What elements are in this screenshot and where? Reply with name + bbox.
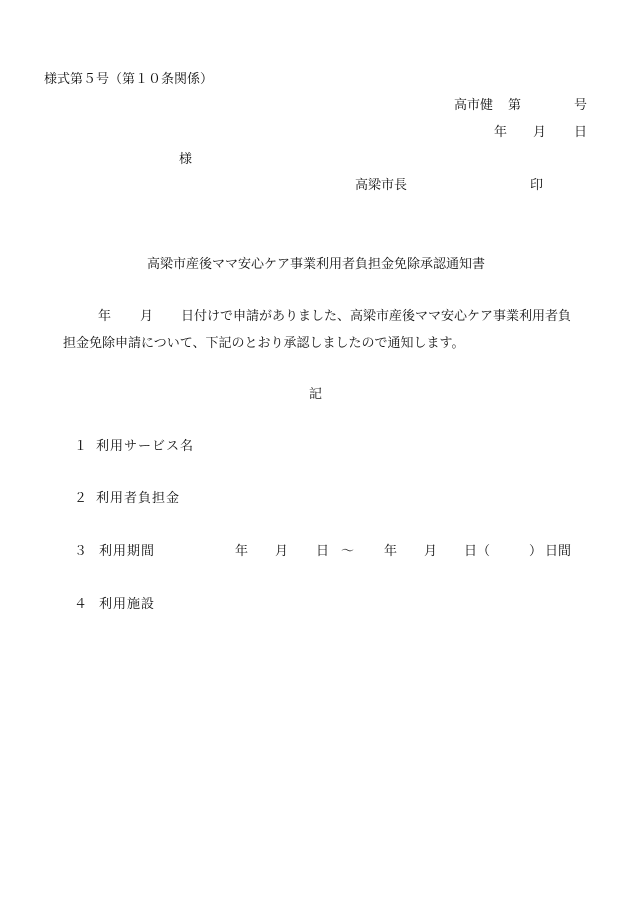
period-tilde: ～ bbox=[341, 544, 355, 559]
period-start-year: 年 bbox=[235, 544, 249, 559]
item-3-number: ３ bbox=[74, 544, 88, 559]
period-days: 日間 bbox=[545, 544, 572, 559]
body-line1: 日付けで申請がありました、高梁市産後ママ安心ケア事業利用者負 bbox=[181, 309, 572, 324]
addressee-sama: 様 bbox=[179, 152, 193, 167]
item-1-label: 利用サービス名 bbox=[96, 439, 195, 454]
body-line2: 担金免除申請について、下記のとおり承認しましたので通知します。 bbox=[63, 336, 465, 351]
date-month: 月 bbox=[533, 125, 547, 140]
date-year: 年 bbox=[494, 125, 508, 140]
doc-go: 号 bbox=[574, 98, 588, 113]
seal-mark: 印 bbox=[530, 178, 544, 193]
body-year: 年 bbox=[98, 309, 112, 324]
ki-heading: 記 bbox=[309, 387, 323, 402]
item-1-number: １ bbox=[74, 439, 88, 454]
item-4-number: ４ bbox=[74, 597, 88, 612]
period-start-day: 日 bbox=[316, 544, 330, 559]
period-paren-close: ） bbox=[529, 544, 543, 559]
period-end-month: 月 bbox=[424, 544, 438, 559]
doc-prefix: 高市健 bbox=[454, 98, 494, 113]
item-2-number: ２ bbox=[74, 491, 88, 506]
item-3-label: 利用期間 bbox=[99, 544, 156, 559]
item-2-label: 利用者負担金 bbox=[96, 491, 181, 506]
period-start-month: 月 bbox=[275, 544, 289, 559]
period-paren-open: （ bbox=[477, 544, 491, 559]
document-title: 高梁市産後ママ安心ケア事業利用者負担金免除承認通知書 bbox=[147, 257, 486, 272]
period-end-year: 年 bbox=[384, 544, 398, 559]
date-day: 日 bbox=[574, 125, 588, 140]
form-number: 様式第５号（第１０条関係） bbox=[44, 72, 214, 87]
period-end-day: 日 bbox=[464, 544, 478, 559]
issuer-name: 高梁市長 bbox=[355, 178, 408, 193]
item-4-label: 利用施設 bbox=[99, 597, 156, 612]
doc-dai: 第 bbox=[508, 98, 522, 113]
body-month: 月 bbox=[140, 309, 154, 324]
